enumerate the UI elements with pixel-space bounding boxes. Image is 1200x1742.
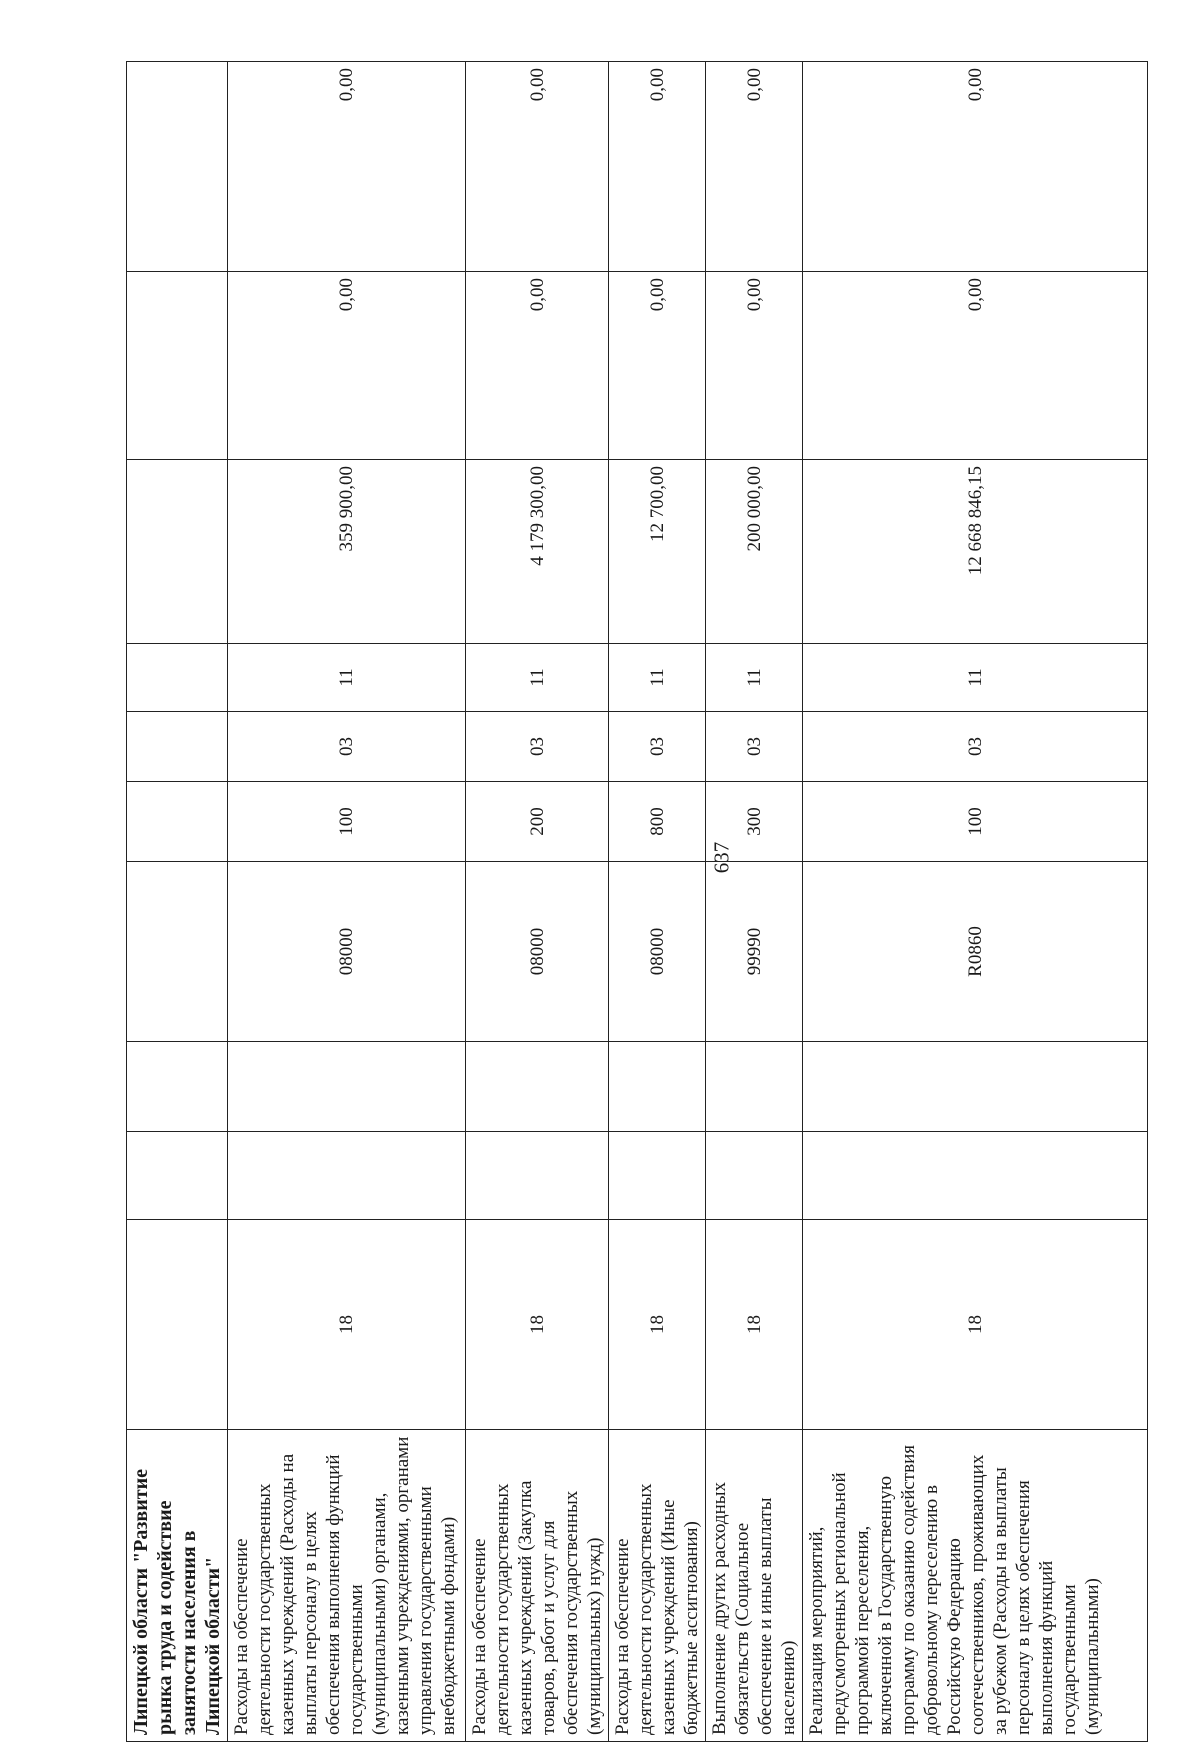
amount-year3-cell — [127, 62, 228, 272]
amount-year1-cell: 4 179 300,00 — [466, 460, 609, 644]
empty-cell — [466, 1042, 609, 1132]
amount-year3-cell: 0,00 — [228, 62, 466, 272]
amount-year2-cell: 0,00 — [609, 272, 706, 460]
code-cell: 18 — [609, 1220, 706, 1430]
description-cell: Расходы на обеспечение деятельности государственных казенных учреждений (Иные бюджетные ассигнования) — [609, 1430, 706, 1742]
code-cell: 18 — [706, 1220, 803, 1430]
description-cell: Расходы на обеспечение деятельности государственных казенных учреждений (Расходы на выплаты персоналу в целях обеспечения выполнения функций государственными (муниципальными) органами, казенными учреждениями, органами управления государственными внебюджетными фондами) — [228, 1430, 466, 1742]
code-cell: 18 — [466, 1220, 609, 1430]
table-row — [228, 62, 466, 1742]
amount-year2-cell: 0,00 — [706, 272, 803, 460]
expense-type-cell: 800 — [609, 782, 706, 862]
amount-year1-cell: 359 900,00 — [228, 460, 466, 644]
amount-year2-cell: 0,00 — [228, 272, 466, 460]
section-cell: 03 — [228, 712, 466, 782]
subsection-cell: 11 — [228, 644, 466, 712]
amount-year1-cell — [127, 460, 228, 644]
expense-type-cell: 100 — [803, 782, 1148, 862]
target-article-cell: 08000 — [609, 862, 706, 1042]
amount-year1-cell: 12 668 846,15 — [803, 460, 1148, 644]
amount-year2-cell: 0,00 — [803, 272, 1148, 460]
empty-cell — [609, 1132, 706, 1220]
section-cell: 03 — [803, 712, 1148, 782]
description-cell: Выполнение других расходных обязательств (Социальное обеспечение и иные выплаты населению) — [706, 1430, 803, 1742]
section-cell: 03 — [706, 712, 803, 782]
target-article-cell: 08000 — [228, 862, 466, 1042]
expense-type-cell — [127, 782, 228, 862]
amount-year1-cell: 200 000,00 — [706, 460, 803, 644]
target-article-cell — [127, 862, 228, 1042]
code-cell: 18 — [228, 1220, 466, 1430]
table-row — [466, 62, 609, 1742]
code-cell: 18 — [803, 1220, 1148, 1430]
amount-year2-cell: 0,00 — [466, 272, 609, 460]
amount-year3-cell: 0,00 — [706, 62, 803, 272]
subsection-cell: 11 — [466, 644, 609, 712]
subsection-cell: 11 — [609, 644, 706, 712]
empty-cell — [609, 1042, 706, 1132]
amount-year3-cell: 0,00 — [803, 62, 1148, 272]
empty-cell — [803, 1042, 1148, 1132]
target-article-cell: 99990 — [706, 862, 803, 1042]
empty-cell — [127, 1132, 228, 1220]
amount-year3-cell: 0,00 — [466, 62, 609, 272]
description-cell: Липецкой области "Развитие рынка труда и содействие занятости населения в Липецкой области" — [127, 1430, 228, 1742]
section-cell: 03 — [609, 712, 706, 782]
expense-type-cell: 100 — [228, 782, 466, 862]
section-cell: 03 — [466, 712, 609, 782]
table-row — [706, 62, 803, 1742]
budget-table — [126, 61, 1148, 1742]
expense-type-cell: 200 — [466, 782, 609, 862]
empty-cell — [466, 1132, 609, 1220]
expense-type-cell: 300 — [706, 782, 803, 862]
table-row — [609, 62, 706, 1742]
table-row — [127, 62, 228, 1742]
subsection-cell — [127, 644, 228, 712]
amount-year1-cell: 12 700,00 — [609, 460, 706, 644]
page-number: 637 — [709, 841, 734, 874]
amount-year2-cell — [127, 272, 228, 460]
empty-cell — [706, 1132, 803, 1220]
empty-cell — [228, 1042, 466, 1132]
subsection-cell: 11 — [706, 644, 803, 712]
empty-cell — [803, 1132, 1148, 1220]
empty-cell — [127, 1042, 228, 1132]
description-cell: Реализация мероприятий, предусмотренных региональной программой переселения, включенной в Государственную программу по оказанию содействия добровольному переселению в Российскую Федерацию соотечественников, проживающих за рубежом (Расходы на выплаты персоналу в целях обеспечения выполнения функций государственными (муниципальными) — [803, 1430, 1148, 1742]
table-row — [803, 62, 1148, 1742]
target-article-cell: 08000 — [466, 862, 609, 1042]
empty-cell — [228, 1132, 466, 1220]
code-cell — [127, 1220, 228, 1430]
section-cell — [127, 712, 228, 782]
table-body — [127, 62, 1148, 1742]
rotated-table-wrapper — [126, 62, 1103, 1742]
amount-year3-cell: 0,00 — [609, 62, 706, 272]
subsection-cell: 11 — [803, 644, 1148, 712]
target-article-cell: R0860 — [803, 862, 1148, 1042]
description-cell: Расходы на обеспечение деятельности государственных казенных учреждений (Закупка товаров, работ и услуг для обеспечения государственных (муниципальных) нужд) — [466, 1430, 609, 1742]
empty-cell — [706, 1042, 803, 1132]
